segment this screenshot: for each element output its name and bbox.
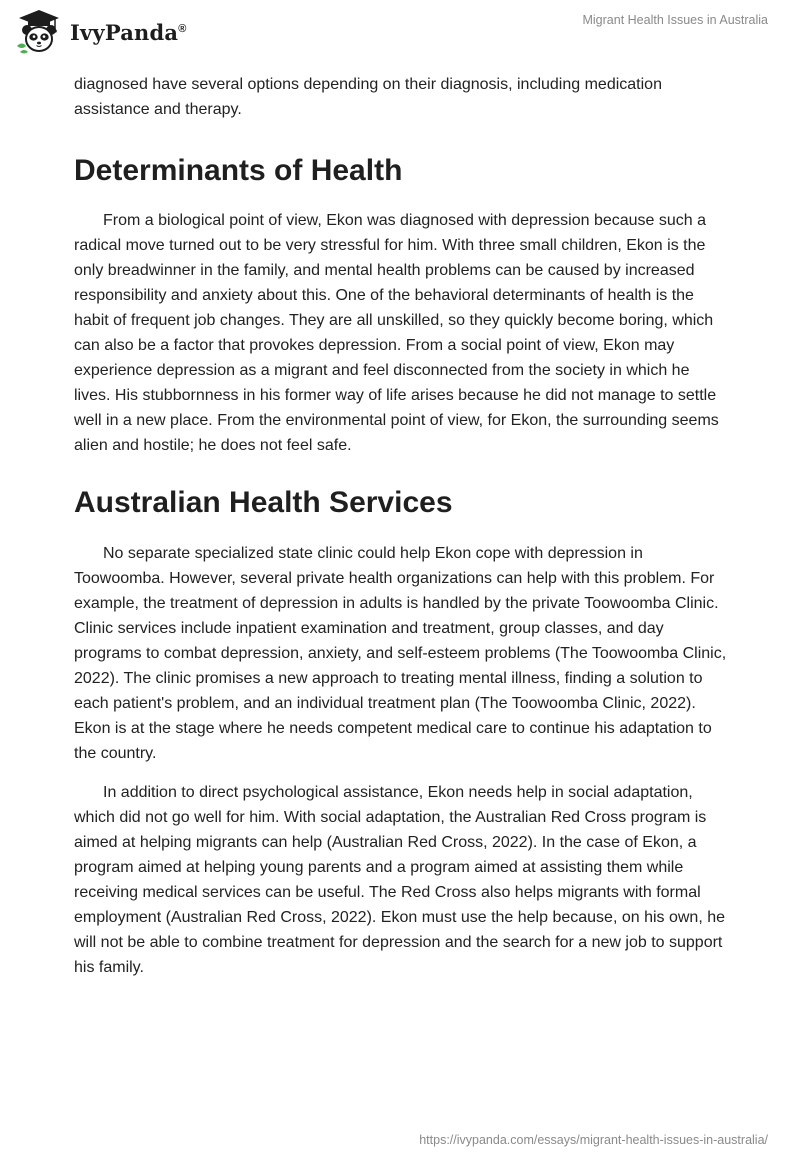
paragraph-determinants: From a biological point of view, Ekon was diagnosed with depression because such a radical move turned out to be very stressful for him. With three small children, Ekon is the only breadwinner in the family, and mental health problems can be caused by increased responsibility and anxiety about this. One of the behavioral determinants of health is the habit of frequent job changes. They are all unskilled, so they quickly become boring, which can also be a factor that provokes depression. From a social point of view, Ekon may experience depression as a migrant and feel disconnected from the society in which he lives. His stubbornness in his former way of life arises because he did not manage to settle well in a new place. From the environmental point of view, for Ekon, the surrounding seems alien and hostile; he does not feel safe. [74,212,719,454]
paragraph-red-cross: In addition to direct psychological assistance, Ekon needs help in social adaptation, which did not go well for him. With social adaptation, the Australian Red Cross program is aimed at helping migrants can help (Australian Red Cross, 2022). In the case of Ekon, a program aimed at helping young parents and a program aimed at assisting them while receiving medical services can be useful. The Red Cross also helps migrants with formal employment (Australian Red Cross, 2022). Ekon must use the help because, on his own, he will not be able to combine treatment for depression and the search for a new job to support his family. [74,784,726,976]
brand-logo[interactable] [14,8,187,56]
paragraph-clinic: No separate specialized state clinic could help Ekon cope with depression in Toowoomba. However, several private health organizations can help with this problem. For example, the treatment of depression in adults is handled by the private Toowoomba Clinic. Clinic services include inpatient examination and treatment, group classes, and day programs to combat depression, anxiety, and self-esteem problems (The Toowoomba Clinic, 2022). The clinic promises a new approach to treating mental illness, finding a solution to each patient's problem, and an individual treatment plan (The Toowoomba Clinic, 2022). Ekon is at the stage where he needs competent medical care to continue his adaptation to the country. [74,545,727,762]
source-url[interactable]: https://ivypanda.com/essays/migrant-health-issues-in-australia/ [419,1133,768,1147]
continued-paragraph: diagnosed have several options depending on their diagnosis, including medication assistance and therapy. [74,76,662,118]
brand-registered-mark: ® [178,22,187,35]
panda-graduate-icon [14,8,64,56]
essay-content [74,72,728,980]
section-heading-health-services: Australian Health Services [74,486,453,519]
section-heading-determinants: Determinants of Health [74,154,403,187]
brand-name: IvyPanda® [70,19,187,45]
document-title: Migrant Health Issues in Australia [582,13,768,27]
page-header [0,0,800,64]
